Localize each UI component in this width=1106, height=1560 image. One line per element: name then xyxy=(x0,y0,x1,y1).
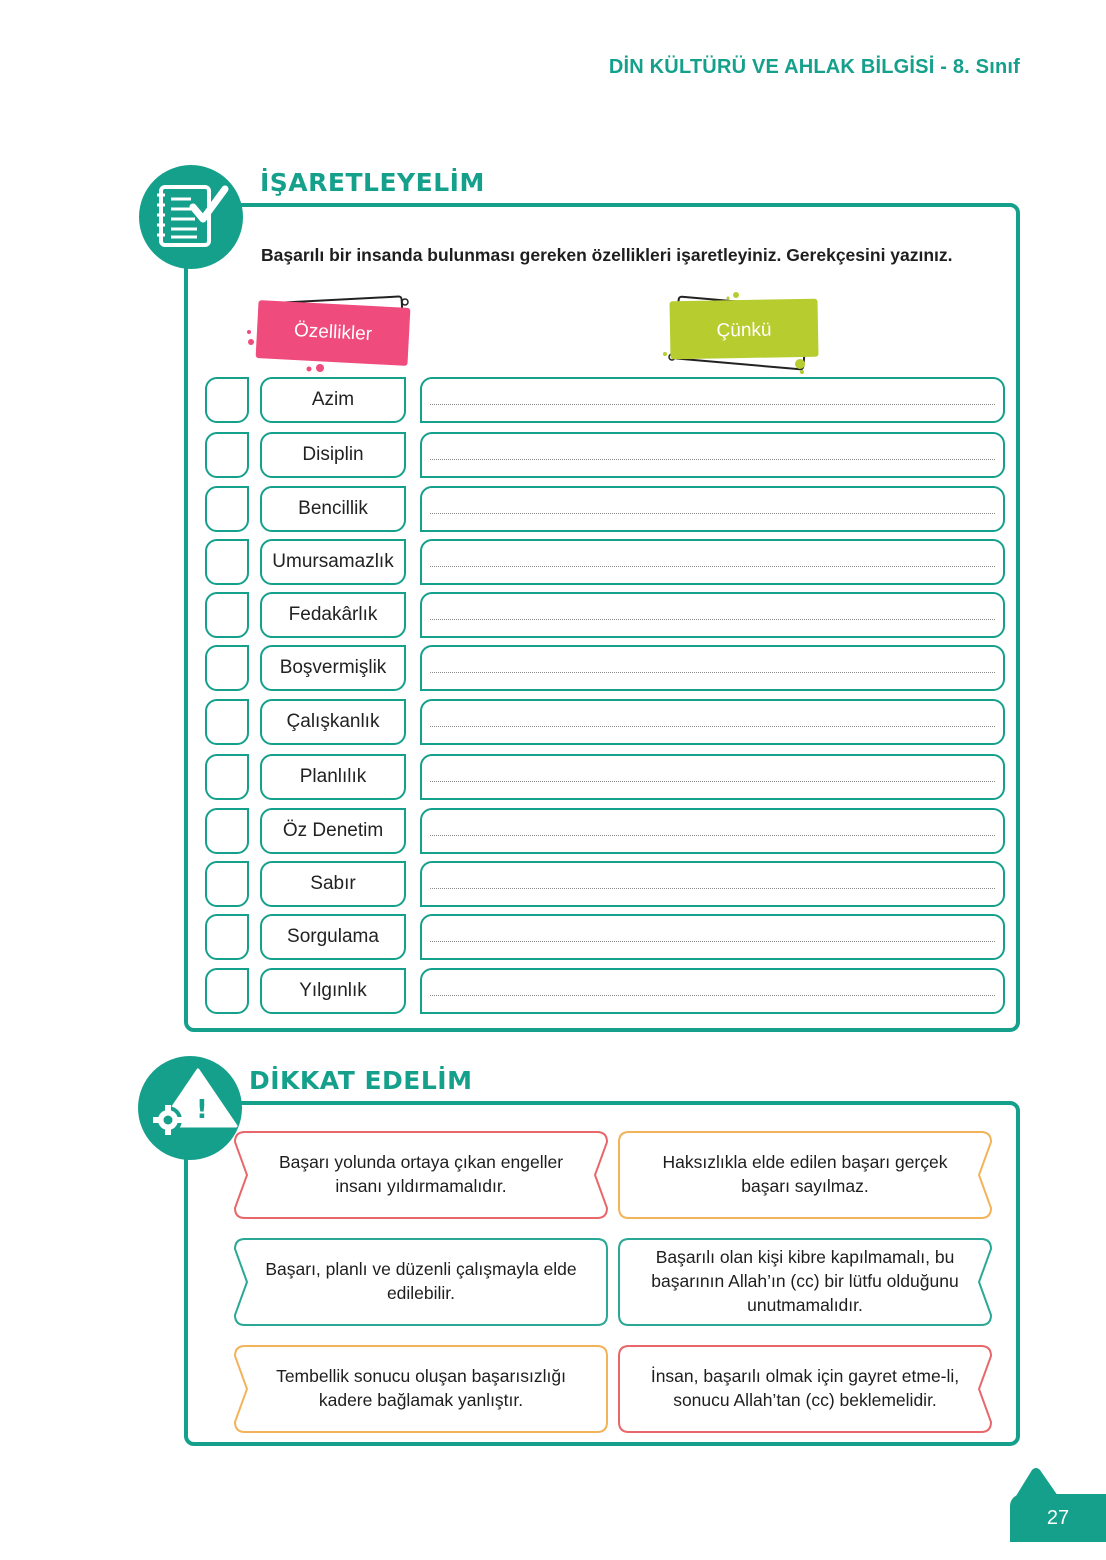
note-text: İnsan, başarılı olmak için gayret etme-li, sonucu Allah’tan (cc) beklemelidir. xyxy=(650,1366,960,1410)
page-tab-peak xyxy=(1010,1466,1060,1496)
dotted-line xyxy=(430,619,995,620)
row-checkbox[interactable] xyxy=(205,539,249,585)
exercise-title: İŞARETLEYELİM xyxy=(260,168,485,197)
row-reason-input[interactable] xyxy=(420,808,1005,854)
note-text: Tembellik sonucu oluşan başarısızlığı kadere bağlamak yanlıştır. xyxy=(276,1366,566,1410)
dotted-line xyxy=(430,404,995,405)
svg-text:!: ! xyxy=(196,1095,208,1125)
row-reason-input[interactable] xyxy=(420,699,1005,745)
row-feature-label: Bencillik xyxy=(260,486,406,532)
row-feature-label: Sabır xyxy=(260,861,406,907)
row-feature-label: Yılgınlık xyxy=(260,968,406,1014)
because-tag: Çünkü xyxy=(670,299,819,360)
row-reason-input[interactable] xyxy=(420,968,1005,1014)
note-card xyxy=(617,1237,993,1325)
dotted-line xyxy=(430,459,995,460)
row-checkbox[interactable] xyxy=(205,592,249,638)
exercise-instruction: Başarılı bir insanda bulunması gereken özellikleri işaretleyiniz. Gerekçesini yazınız. xyxy=(261,245,953,265)
note-card xyxy=(617,1130,993,1218)
note-text: Başarılı olan kişi kibre kapılmamalı, bu başarının Allah’ın (cc) bir lütfu olduğunu unutmamalıdır. xyxy=(651,1247,959,1315)
dotted-line xyxy=(430,726,995,727)
row-checkbox[interactable] xyxy=(205,968,249,1014)
dotted-line xyxy=(430,566,995,567)
row-reason-input[interactable] xyxy=(420,861,1005,907)
row-feature-label: Azim xyxy=(260,377,406,423)
row-feature-label: Boşvermişlik xyxy=(260,645,406,691)
row-feature-label: Umursamazlık xyxy=(260,539,406,585)
row-feature-label: Çalışkanlık xyxy=(260,699,406,745)
dotted-line xyxy=(430,941,995,942)
row-checkbox[interactable] xyxy=(205,486,249,532)
note-text: Başarı yolunda ortaya çıkan engeller insanı yıldırmamalıdır. xyxy=(278,1152,564,1196)
row-checkbox[interactable] xyxy=(205,861,249,907)
dotted-line xyxy=(430,513,995,514)
note-card xyxy=(233,1237,609,1325)
row-reason-input[interactable] xyxy=(420,592,1005,638)
row-reason-input[interactable] xyxy=(420,645,1005,691)
row-feature-label: Planlılık xyxy=(260,754,406,800)
exercise-badge xyxy=(139,165,243,269)
row-reason-input[interactable] xyxy=(420,754,1005,800)
row-feature-label: Öz Denetim xyxy=(260,808,406,854)
page-number: 27 xyxy=(1010,1494,1106,1542)
row-reason-input[interactable] xyxy=(420,486,1005,532)
dotted-line xyxy=(430,835,995,836)
note-card xyxy=(617,1344,993,1432)
note-card xyxy=(233,1344,609,1432)
row-reason-input[interactable] xyxy=(420,914,1005,960)
dotted-line xyxy=(430,672,995,673)
row-feature-label: Disiplin xyxy=(260,432,406,478)
warning-gear-icon xyxy=(138,1056,242,1160)
note-card xyxy=(233,1130,609,1218)
checklist-icon xyxy=(139,165,243,269)
row-feature-label: Fedakârlık xyxy=(260,592,406,638)
attention-badge xyxy=(138,1056,242,1160)
row-checkbox[interactable] xyxy=(205,914,249,960)
features-tag: Özellikler xyxy=(256,300,411,366)
row-reason-input[interactable] xyxy=(420,377,1005,423)
row-checkbox[interactable] xyxy=(205,808,249,854)
note-text: Haksızlıkla elde edilen başarı gerçek başarı sayılmaz. xyxy=(662,1152,948,1196)
dotted-line xyxy=(430,781,995,782)
dotted-line xyxy=(430,888,995,889)
row-checkbox[interactable] xyxy=(205,754,249,800)
row-checkbox[interactable] xyxy=(205,645,249,691)
attention-title: DİKKAT EDELİM xyxy=(249,1066,473,1095)
row-reason-input[interactable] xyxy=(420,432,1005,478)
page-header-title: DİN KÜLTÜRÜ VE AHLAK BİLGİSİ - 8. Sınıf xyxy=(608,56,1020,78)
row-checkbox[interactable] xyxy=(205,432,249,478)
dotted-line xyxy=(430,995,995,996)
row-reason-input[interactable] xyxy=(420,539,1005,585)
row-checkbox[interactable] xyxy=(205,699,249,745)
note-text: Başarı, planlı ve düzenli çalışmayla elde edilebilir. xyxy=(265,1259,577,1303)
row-checkbox[interactable] xyxy=(205,377,249,423)
row-feature-label: Sorgulama xyxy=(260,914,406,960)
